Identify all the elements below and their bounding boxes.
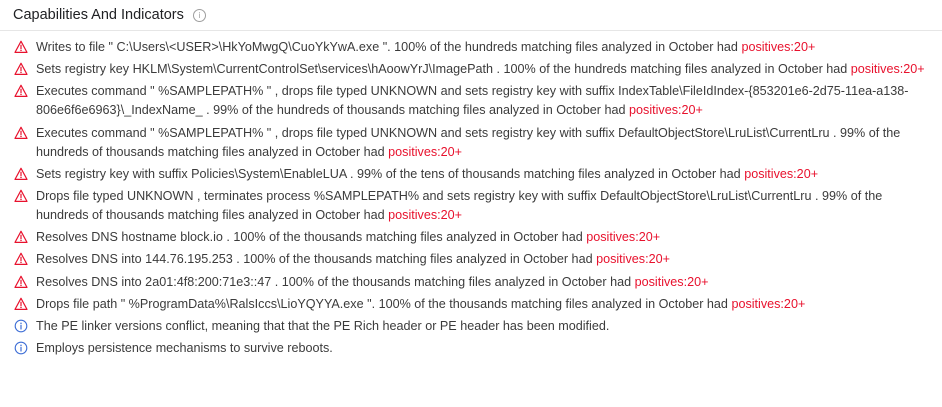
warning-triangle-icon (14, 230, 28, 244)
indicator-text (36, 187, 930, 225)
indicator-description: Drops file path " %ProgramData%\RalsIccs\LioYQYYA.exe ". 100% of the thousands matching files analyzed in October had (36, 296, 732, 311)
warning-triangle-icon (14, 40, 28, 54)
indicator-description: Resolves DNS into 2a01:4f8:200:71e3::47 . 100% of the thousands matching files analyzed in October had (36, 274, 635, 289)
info-circle-icon (14, 319, 28, 333)
warning-triangle-icon (14, 297, 28, 311)
panel-header (0, 0, 942, 31)
warning-triangle-icon (14, 189, 28, 203)
indicator-text (36, 339, 930, 358)
indicator-item (0, 165, 942, 184)
indicator-description: Sets registry key with suffix Policies\System\EnableLUA . 99% of the tens of thousands matching files analyzed in October had (36, 166, 745, 181)
warning-triangle-icon (14, 62, 28, 76)
indicator-description: Drops file typed UNKNOWN , terminates process %SAMPLEPATH% and sets registry key with suffix DefaultObjectStore\LruList\CurrentLru . 99% of the hundreds of thousands matching files analyzed in October had (36, 188, 883, 222)
indicator-description: Resolves DNS into 144.76.195.253 . 100% of the thousands matching files analyzed in October had (36, 252, 597, 267)
indicator-text (36, 250, 930, 269)
indicator-item (0, 250, 942, 269)
indicator-item (0, 187, 942, 225)
indicator-description: Writes to file " C:\Users\<USER>\HkYoMwgQ\CuoYkYwA.exe ". 100% of the hundreds matching files analyzed in October had (36, 40, 742, 54)
positives-count: positives:20+ (634, 274, 709, 289)
warning-triangle-icon (14, 167, 28, 181)
info-icon[interactable]: i (193, 9, 206, 22)
positives-count: positives:20+ (731, 296, 806, 311)
indicator-text (36, 60, 930, 79)
positives-count: positives:20+ (388, 144, 463, 159)
warning-triangle-icon (14, 84, 28, 98)
indicator-item (0, 295, 942, 314)
indicator-description: The PE linker versions conflict, meaning that that the PE Rich header or PE header has been modified. (36, 318, 610, 333)
indicator-text (36, 273, 930, 292)
indicator-item (0, 339, 942, 358)
indicator-list (0, 31, 942, 358)
indicator-text (36, 228, 930, 247)
warning-triangle-icon (14, 275, 28, 289)
indicator-description: Employs persistence mechanisms to survive reboots. (36, 341, 333, 356)
indicator-description: Executes command " %SAMPLEPATH% " , drops file typed UNKNOWN and sets registry key with suffix DefaultObjectStore\LruList\CurrentLru . 99% of the hundreds of thousands matching files analyzed in October had (36, 125, 901, 159)
positives-count: positives:20+ (744, 166, 819, 181)
indicator-description: Sets registry key HKLM\System\CurrentControlSet\services\hAoowYrJ\ImagePath . 100% of the hundreds matching files analyzed in October had (36, 62, 851, 77)
indicator-item (0, 273, 942, 292)
indicator-text (36, 317, 930, 336)
indicator-text (36, 165, 930, 184)
warning-triangle-icon (14, 252, 28, 266)
indicator-description: Executes command " %SAMPLEPATH% " , drops file typed UNKNOWN and sets registry key with suffix IndexTable\FileIdIndex-{853201e6-2d75-11ea-a138-806e6f6e6963}\_IndexName_ . 99% of the hundreds of thousands matching files analyzed in October had (36, 84, 909, 118)
indicator-item (0, 124, 942, 162)
indicator-text (36, 295, 930, 314)
indicator-item (0, 60, 942, 79)
indicator-text (36, 38, 930, 57)
positives-count: positives:20+ (850, 62, 925, 77)
positives-count: positives:20+ (388, 207, 463, 222)
indicator-text (36, 124, 930, 162)
warning-triangle-icon (14, 126, 28, 140)
positives-count: positives:20+ (586, 230, 661, 245)
indicator-item (0, 228, 942, 247)
positives-count: positives:20+ (596, 252, 670, 267)
indicator-item (0, 317, 942, 336)
indicator-text (36, 82, 930, 120)
positives-count: positives:20+ (629, 103, 703, 118)
panel-title: Capabilities And Indicators (13, 7, 184, 23)
indicator-item (0, 38, 942, 57)
info-circle-icon (14, 341, 28, 355)
indicator-item (0, 82, 942, 120)
positives-count: positives:20+ (741, 40, 816, 54)
indicator-description: Resolves DNS hostname block.io . 100% of the thousands matching files analyzed in October had (36, 230, 587, 245)
